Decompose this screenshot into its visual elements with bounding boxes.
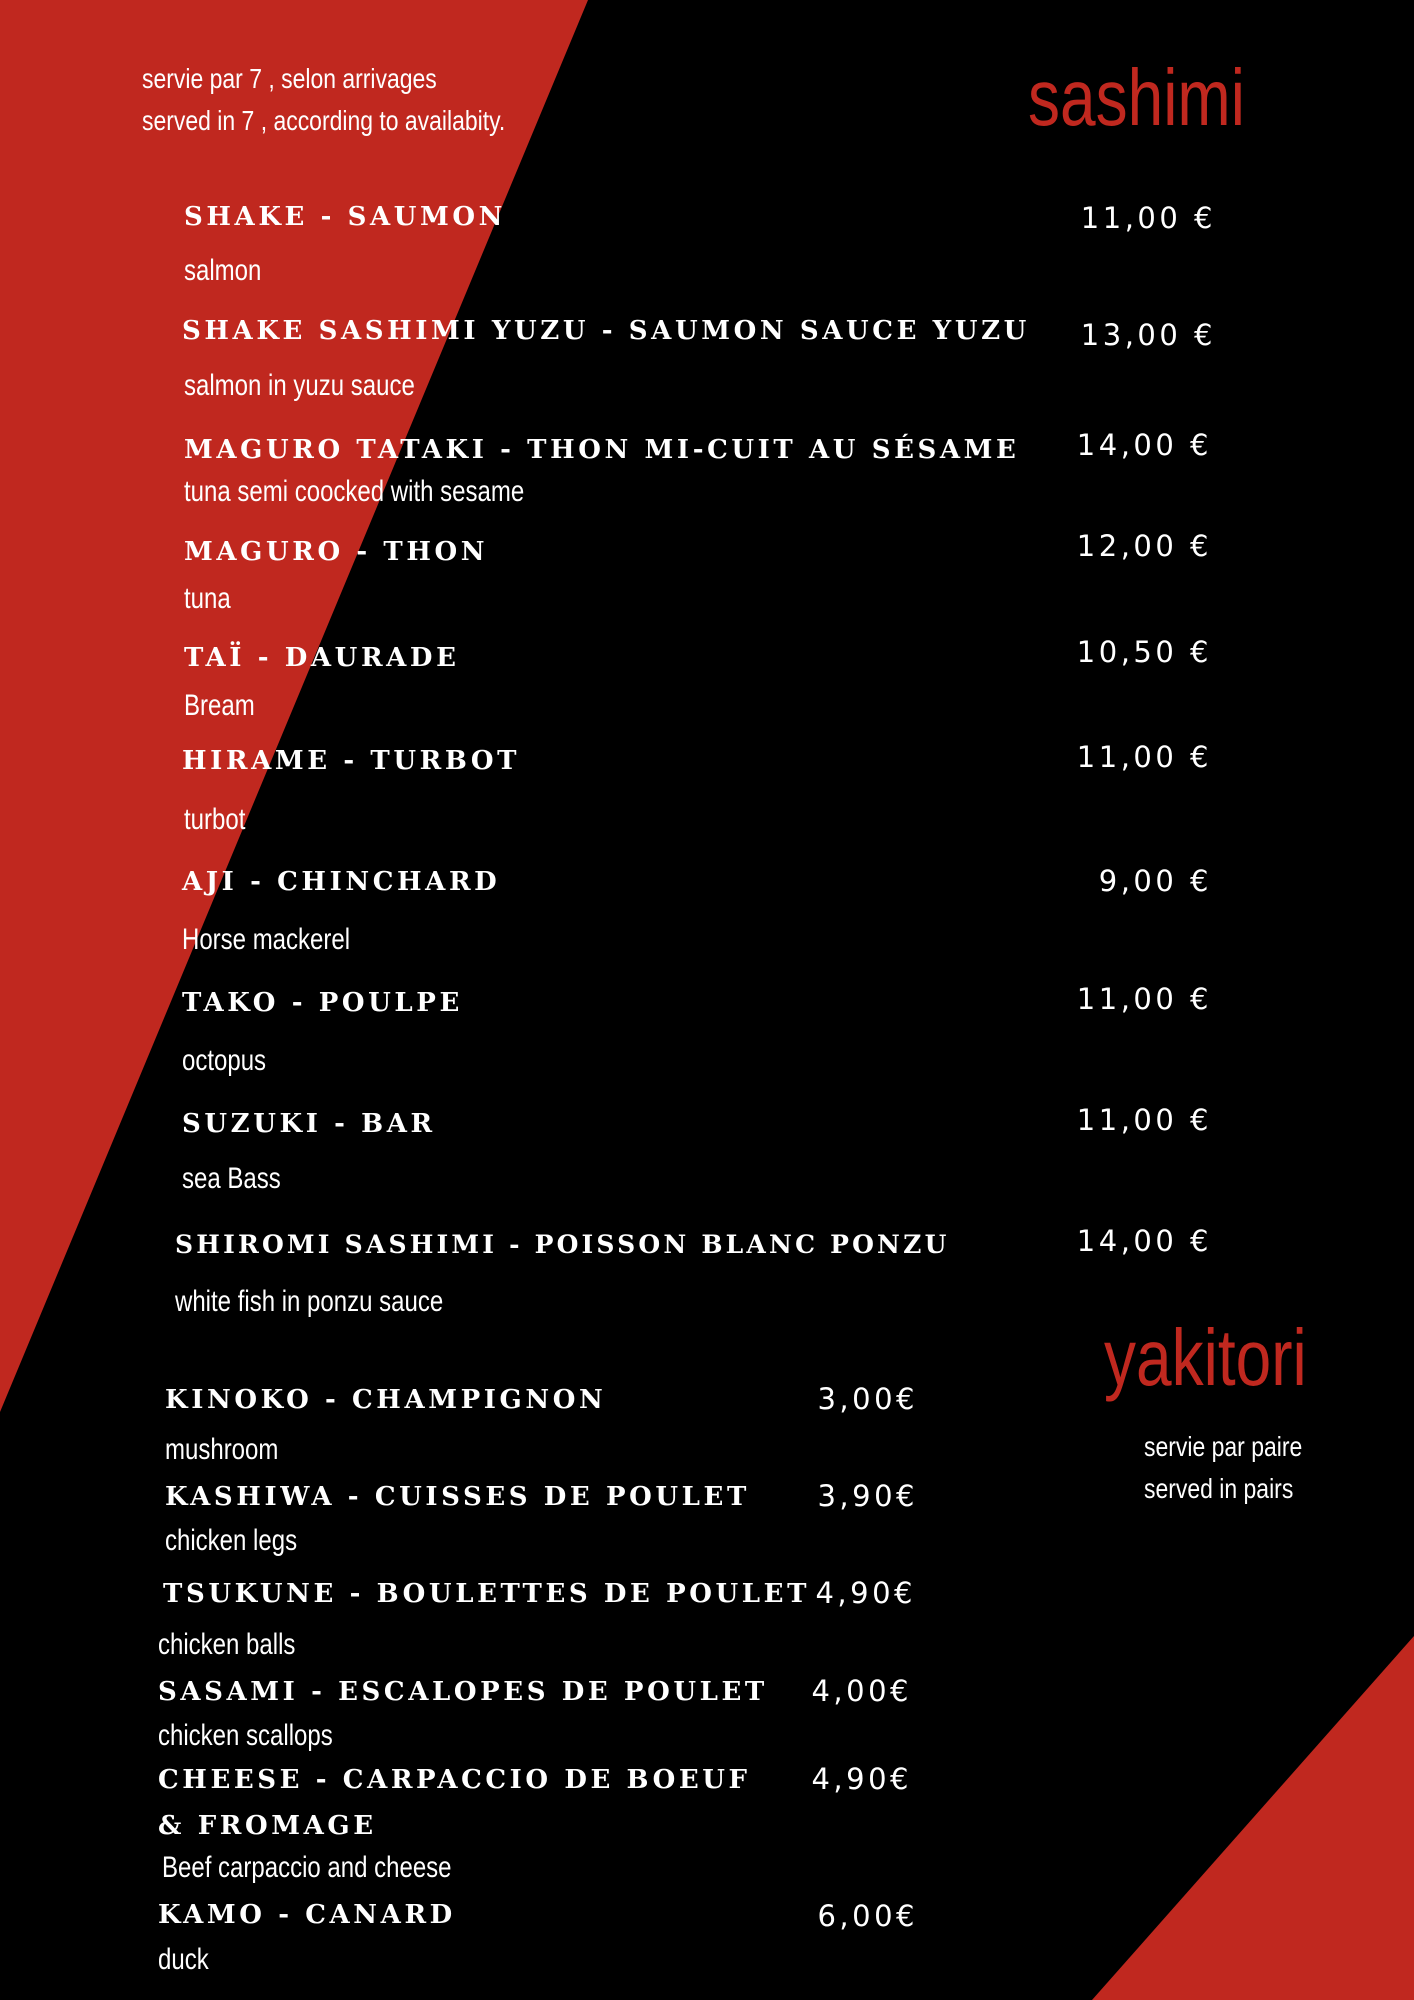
item-price: 4,90€ [815, 1576, 916, 1610]
item-desc: tuna semi coocked with sesame [184, 475, 525, 508]
item-price: 11,00 € [1080, 201, 1216, 235]
item-name: KINOKO - CHAMPIGNON [165, 1385, 607, 1415]
item-name: SHIROMI SASHIMI - POISSON BLANC PONZU [175, 1230, 950, 1259]
item-name: SHAKE - SAUMON [184, 202, 507, 232]
item-price: 14,00 € [1076, 428, 1212, 462]
item-desc: octopus [182, 1044, 267, 1077]
item-name: KAMO - CANARD [158, 1900, 456, 1930]
item-price: 14,00 € [1076, 1224, 1212, 1258]
item-price: 11,00 € [1076, 1103, 1212, 1137]
item-price: 4,00€ [811, 1674, 912, 1708]
item-name: HIRAME - TURBOT [182, 746, 521, 776]
item-desc: salmon [184, 254, 262, 287]
item-desc: mushroom [165, 1433, 279, 1466]
sashimi-note-en: served in 7 , according to availabity. [142, 105, 506, 136]
item-desc: tuna [184, 582, 231, 615]
item-name: MAGURO TATAKI - THON MI-CUIT AU SÉSAME [184, 435, 1020, 465]
item-desc: white fish in ponzu sauce [175, 1285, 444, 1318]
item-price: 9,00 € [1098, 864, 1212, 898]
item-name: TSUKUNE - BOULETTES DE POULET [163, 1579, 811, 1609]
item-name: SHAKE SASHIMI YUZU - SAUMON SAUCE YUZU [182, 316, 1030, 346]
item-desc: salmon in yuzu sauce [184, 369, 415, 402]
item-desc: duck [158, 1943, 209, 1976]
item-name: CHEESE - CARPACCIO DE BOEUF & FROMAGE [158, 1765, 751, 1841]
item-desc: sea Bass [182, 1162, 281, 1195]
item-desc: chicken legs [165, 1524, 298, 1557]
item-name: KASHIWA - CUISSES DE POULET [165, 1482, 750, 1512]
item-desc: Beef carpaccio and cheese [162, 1851, 452, 1884]
item-desc: turbot [184, 803, 246, 836]
item-price: 11,00 € [1076, 740, 1212, 774]
item-price: 4,90€ [811, 1762, 912, 1796]
yakitori-title: yakitori [1104, 1313, 1307, 1402]
item-name: SUZUKI - BAR [182, 1109, 436, 1139]
sashimi-note-fr: servie par 7 , selon arrivages [142, 63, 437, 94]
item-desc: chicken balls [158, 1628, 296, 1661]
item-price: 13,00 € [1080, 318, 1216, 352]
item-name: TAÏ - DAURADE [184, 643, 460, 673]
item-price: 6,00€ [817, 1899, 918, 1933]
item-desc: chicken scallops [158, 1719, 333, 1752]
item-price: 10,50 € [1076, 635, 1212, 669]
bottom-right-red-triangle [1092, 1636, 1414, 2000]
item-desc: Bream [184, 689, 255, 722]
item-price: 12,00 € [1076, 529, 1212, 563]
item-desc: Horse mackerel [182, 923, 351, 956]
item-price: 11,00 € [1076, 982, 1212, 1016]
sashimi-title: sashimi [1028, 53, 1245, 142]
item-name: MAGURO - THON [184, 537, 489, 567]
item-name: SASAMI - ESCALOPES DE POULET [158, 1677, 768, 1707]
yakitori-note-en: served in pairs [1144, 1473, 1294, 1504]
item-name: AJI - CHINCHARD [182, 867, 501, 897]
item-price: 3,90€ [817, 1479, 918, 1513]
item-name: TAKO - POULPE [182, 988, 463, 1018]
item-price: 3,00€ [817, 1382, 918, 1416]
yakitori-note-fr: servie par paire [1144, 1431, 1303, 1462]
